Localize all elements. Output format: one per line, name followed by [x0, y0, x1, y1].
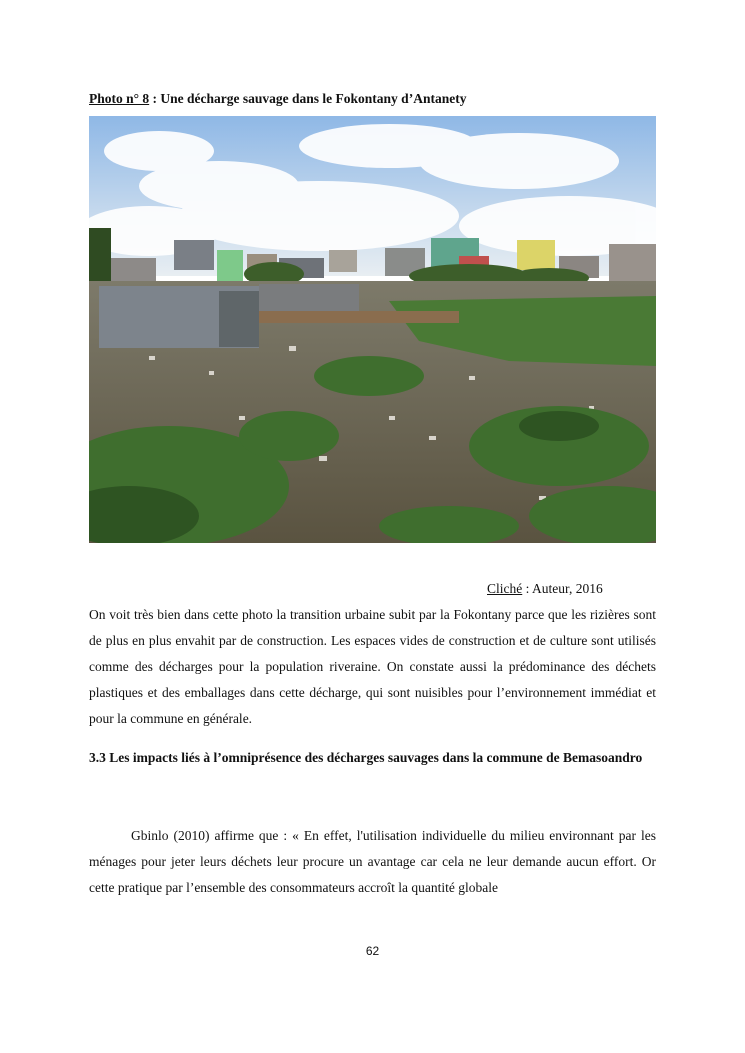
page-number: 62	[365, 944, 380, 958]
photo-credit-text: : Auteur, 2016	[522, 581, 603, 596]
dump-photo-illustration	[89, 116, 656, 543]
photo-caption-label: Photo n° 8	[89, 91, 150, 106]
body-paragraph-2: Gbinlo (2010) affirme que : « En effet, l'utilisation individuelle du milieu environnant par les ménages pour jeter leurs déchets leur procure un avantage car cela ne leur demande aucun effort. Or cette pratique par l’ensemble des consommateurs accroît la quantité globale	[89, 828, 656, 895]
body-paragraph-1: On voit très bien dans cette photo la transition urbaine subit par la Fokontany parce que les rizières sont de plus en plus envahit par de construction. Les espaces vides de construction et de culture sont utilisés comme des décharges pour la population riveraine. On constate aussi la prédominance des déchets plastiques et des emballages dans cette décharge, qui sont nuisibles pour l’environnement immédiat et pour la commune en générale.	[89, 607, 656, 726]
photo-credit	[487, 580, 603, 598]
section-heading: 3.3 Les impacts liés à l’omniprésence des décharges sauvages dans la commune de Bemasoandro	[89, 750, 643, 765]
dump-photo	[89, 116, 656, 543]
photo-caption	[89, 90, 659, 108]
photo-credit-label: Cliché	[487, 581, 523, 596]
photo-caption-separator: :	[149, 91, 161, 106]
photo-caption-title: Une décharge sauvage dans le Fokontany d’Antanety	[160, 91, 467, 106]
